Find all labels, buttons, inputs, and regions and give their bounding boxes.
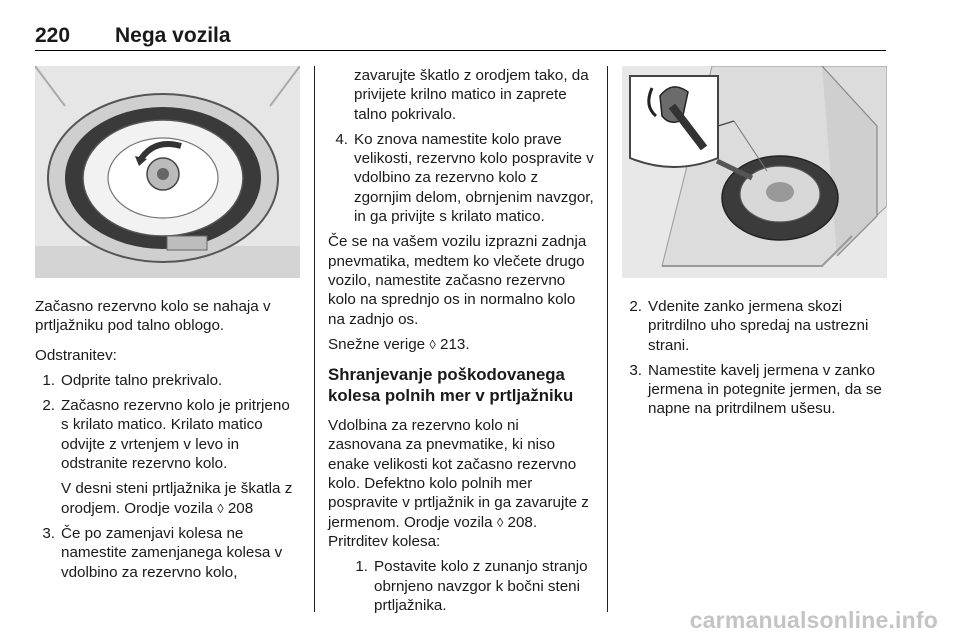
list-item-continuation: zavarujte škatlo z orodjem tako, da privijete krilno matico in zaprete talno pokrivalo. xyxy=(354,67,589,123)
spare-wheel-illustration xyxy=(35,66,300,278)
intro-paragraph: Začasno rezervno kolo se nahaja v prtljažniku pod talno oblogo. xyxy=(35,298,271,335)
column-divider xyxy=(607,66,608,612)
list-item: 1. Odprite talno prekrivalo. xyxy=(42,371,223,389)
page-reference[interactable]: 213. xyxy=(440,335,470,353)
page-reference[interactable]: 208. xyxy=(507,513,538,531)
column-2 xyxy=(328,66,594,615)
list-item: 3. Če po zamenjavi kolesa ne namestite zamenjanega kolesa v vdolbino za rezervno kolo, xyxy=(42,524,283,581)
fastening-label: Pritrditev kolesa: xyxy=(328,532,441,550)
snow-chains-reference: Snežne verige ◊ 213. xyxy=(328,335,470,353)
page-header xyxy=(35,0,886,51)
page-title: Nega vozila xyxy=(115,24,231,47)
column-divider xyxy=(314,66,315,612)
column-3 xyxy=(622,66,887,419)
list-item: 2. Vdenite zanko jermena skozi pritrdilno uho spredaj na ustrezni strani. xyxy=(629,298,869,354)
towing-paragraph: Če se na vašem vozilu izprazni zadnja pnevmatika, medtem ko vlečete drugo vozilo, namestite začasno rezervno kolo na sprednjo os in normalno kolo na zadnjo os. xyxy=(328,233,587,328)
column-1 xyxy=(35,66,300,582)
page-number: 220 xyxy=(35,24,71,47)
list-item: 2. Začasno rezervno kolo je pritrjeno s krilato matico. Krilato matico odvijte z vrtenjem v levo in odstranite rezervno kolo. xyxy=(42,397,290,473)
page-reference-icon: ◊ xyxy=(429,336,436,352)
list-item: 4. Ko znova namestite kolo prave velikosti, rezervno kolo pospravite v vdolbino za rezervno kolo z zgornjim delom, obrnjenim navzgor, in ga privijte s krilato matico. xyxy=(335,130,594,226)
page-reference-icon: ◊ xyxy=(217,500,224,516)
list-item: 1. Postavite kolo z zunanjo stranjo obrnjeno navzgor k bočni steni prtljažnika. xyxy=(355,558,588,614)
storage-paragraph: Vdolbina za rezervno kolo ni zasnovana za pnevmatike, ki niso enake velikosti kot začasno rezervno kolo. Defektno kolo polnih mer pospravite v prtljažnik in ga zavarujte z jermenom. Orodje vozila ◊ 208. xyxy=(328,417,589,531)
list-item: 3. Namestite kavelj jermena v zanko jermena in potegnite jermen, da se napne na pritrdilnem ušesu. xyxy=(629,361,882,418)
section-heading: Shranjevanje poškodovanega kolesa polnih mer v prtljažniku xyxy=(328,365,574,406)
list-item-note: V desni steni prtljažnika je škatla z orodjem. Orodje vozila ◊ 208 xyxy=(61,480,293,517)
removal-label: Odstranitev: xyxy=(35,346,117,364)
watermark: carmanualsonline.info xyxy=(689,607,938,633)
page-reference[interactable]: 208 xyxy=(227,499,254,517)
trunk-strap-illustration xyxy=(622,66,887,278)
page-reference-icon: ◊ xyxy=(496,514,504,530)
